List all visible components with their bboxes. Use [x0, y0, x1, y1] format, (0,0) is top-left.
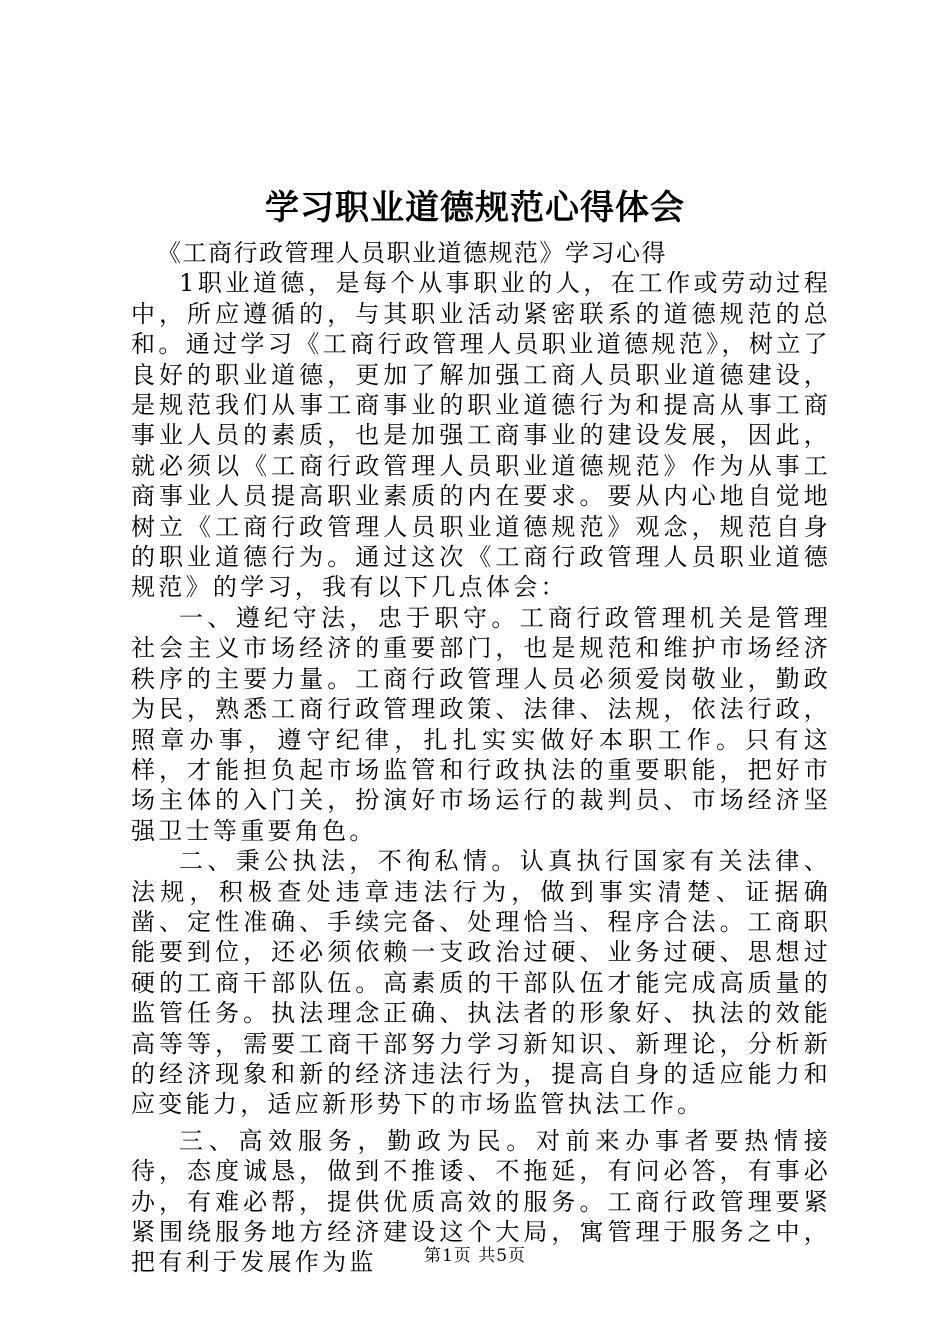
document-subtitle: 《工商行政管理人员职业道德规范》学习心得: [157, 239, 667, 267]
paragraph-point-2: 二、秉公执法，不徇私情。认真执行国家有关法律、法规，积极查处违章违法行为，做到事实清楚、证据确凿、定性准确、手续完备、处理恰当、程序合法。工商职能要到位，还必须依赖一支政治过硬、业务过硬、思想过硬的工商干部队伍。高素质的干部队伍才能完成高质量的监管任务。执法理念正确、执法者的形象好、执法的效能高等等，需要工商干部努力学习新知识、新理论，分析新的经济现象和新的经济违法行为，提高自身的适应能力和应变能力，适应新形势下的市场监管执法工作。: [131, 847, 831, 1119]
paragraph-intro: 1职业道德，是每个从事职业的人，在工作或劳动过程中，所应遵循的，与其职业活动紧密联系的道德规范的总和。通过学习《工商行政管理人员职业道德规范》，树立了良好的职业道德，更加了解加强工商人员职业道德建设，是规范我们从事工商事业的职业道德行为和提高从事工商事业人员的素质，也是加强工商事业的建设发展，因此，就必须以《工商行政管理人员职业道德规范》作为从事工商事业人员提高职业素质的内在要求。要从内心地自觉地树立《工商行政管理人员职业道德规范》观念，规范自身的职业道德行为。通过这次《工商行政管理人员职业道德规范》的学习，我有以下几点体会：: [131, 269, 831, 602]
paragraph-point-3: 三、高效服务，勤政为民。对前来办事者要热情接待，态度诚恳，做到不推诿、不拖延，有问必答，有事必办，有难必帮，提供优质高效的服务。工商行政管理要紧紧围绕服务地方经济建设这个大局，寓管理于服务之中，把有利于发展作为监: [131, 1126, 831, 1277]
document-body: [131, 238, 831, 1278]
document-title: 学习职业道德规范心得体会: [265, 188, 685, 228]
paragraph-point-1: 一、遵纪守法，忠于职守。工商行政管理机关是管理社会主义市场经济的重要部门，也是规范和维护市场经济秩序的主要力量。工商行政管理人员必须爱岗敬业，勤政为民，熟悉工商行政管理政策、法律、法规，依法行政，照章办事，遵守纪律，扎扎实实做好本职工作。只有这样，才能担负起市场监管和行政执法的重要职能，把好市场主体的入门关，扮演好市场运行的裁判员、市场经济坚强卫士等重要角色。: [131, 603, 831, 845]
page-footer: 第1页 共5页: [423, 1246, 527, 1266]
